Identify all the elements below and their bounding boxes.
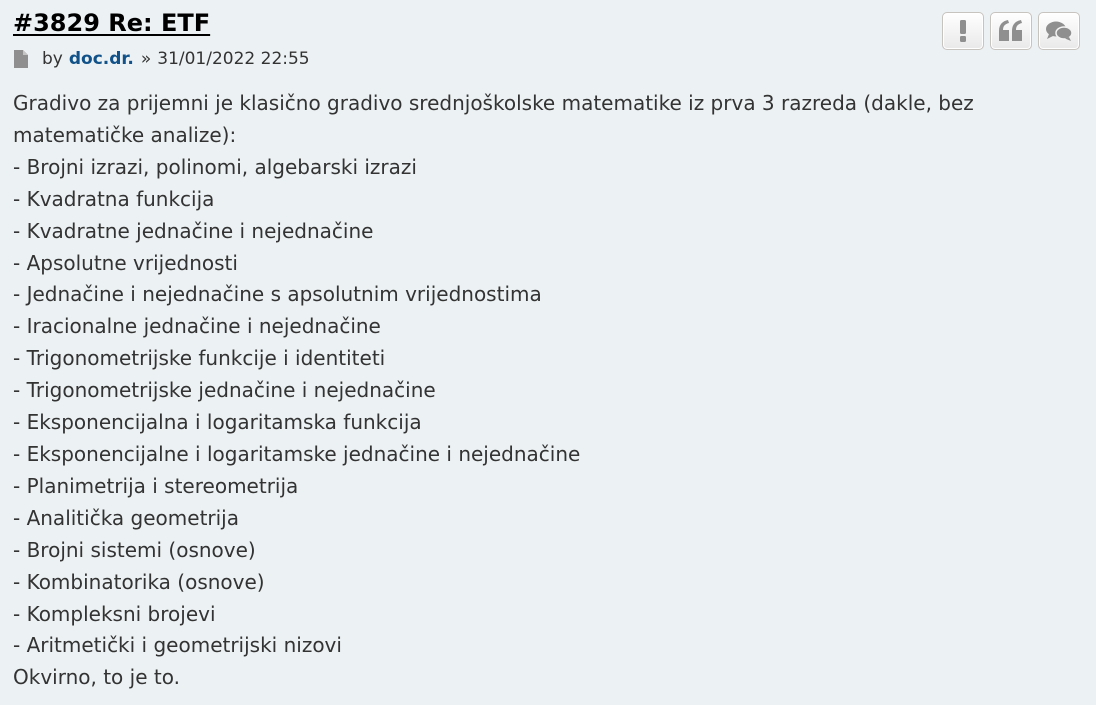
reply-button[interactable]: [1038, 12, 1080, 50]
list-item: - Jednačine i nejednačine s apsolutnim vrijednostima: [13, 282, 542, 307]
list-item: - Kombinatorika (osnove): [13, 569, 265, 594]
report-button[interactable]: [942, 12, 984, 50]
quote-icon: [998, 20, 1024, 42]
exclamation-icon: [959, 20, 967, 42]
list-item: - Eksponencijalne i logaritamske jednačine i nejednačine: [13, 441, 581, 466]
author-username[interactable]: doc.dr.: [68, 49, 134, 69]
post-author-line: [13, 47, 310, 71]
post-title[interactable]: #3829 Re: ETF: [13, 9, 211, 37]
list-item: - Eksponencijalna i logaritamska funkcija: [13, 410, 422, 435]
content-intro-line-1: Gradivo za prijemni je klasično gradivo srednjoškolske matematike iz prva 3 razreda (dakle, bez: [13, 91, 974, 115]
list-item: - Kvadratna funkcija: [13, 186, 215, 211]
content-intro-line-2: matematičke analize):: [13, 122, 237, 147]
list-item: - Brojni izrazi, polinomi, algebarski izrazi: [13, 154, 417, 179]
list-item: - Trigonometrijske jednačine i nejednačine: [13, 378, 436, 403]
quote-button[interactable]: [990, 12, 1032, 50]
chat-bubbles-icon: [1045, 20, 1073, 42]
list-item: - Aritmetički i geometrijski nizovi: [13, 633, 342, 658]
list-item: - Analitička geometrija: [13, 505, 239, 530]
post-file-icon[interactable]: [13, 48, 33, 70]
post-content: [13, 88, 1073, 694]
list-item: - Brojni sistemi (osnove): [13, 537, 256, 562]
list-item: - Iracionalne jednačine i nejednačine: [13, 314, 381, 339]
author-prefix: by: [42, 49, 63, 69]
list-item: - Kvadratne jednačine i nejednačine: [13, 218, 374, 243]
author-separator: »: [140, 49, 152, 69]
list-item: - Planimetrija i stereometrija: [13, 473, 299, 498]
post-datetime: 31/01/2022 22:55: [157, 49, 310, 69]
post-buttons: [942, 12, 1080, 50]
list-item: - Kompleksni brojevi: [13, 601, 216, 626]
list-item: - Trigonometrijske funkcije i identiteti: [13, 346, 386, 371]
content-closing: Okvirno, to je to.: [13, 665, 180, 690]
list-item: - Apsolutne vrijednosti: [13, 250, 238, 275]
